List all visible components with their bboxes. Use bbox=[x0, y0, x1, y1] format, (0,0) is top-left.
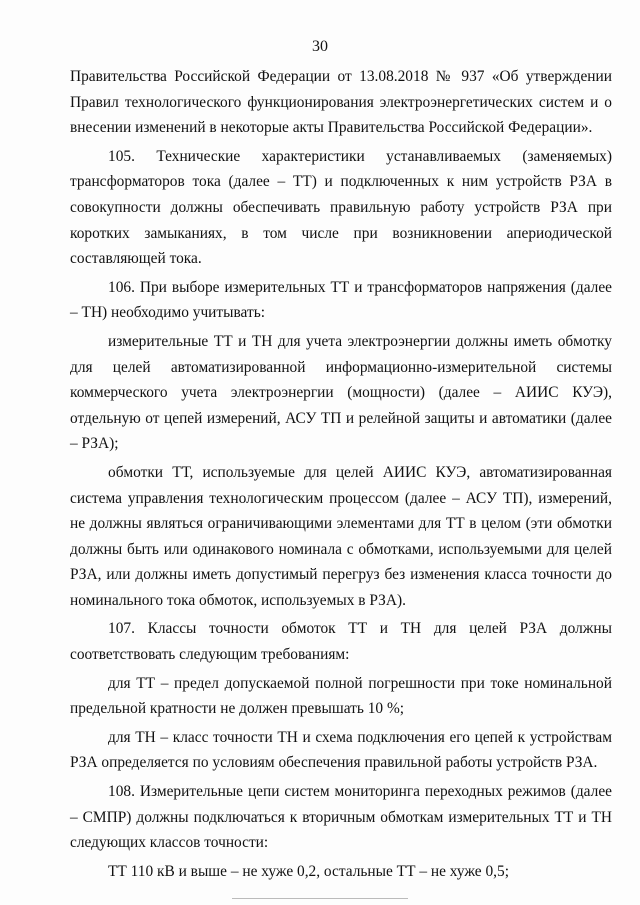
document-body bbox=[70, 64, 612, 884]
paragraph-106: 106. При выборе измерительных ТТ и трансформаторов напряжения (далее – ТН) необходимо учитывать: bbox=[70, 278, 612, 322]
bottom-divider bbox=[232, 898, 408, 899]
paragraph-107: 107. Классы точности обмоток ТТ и ТН для целей РЗА должны соответствовать следующим требованиям: bbox=[70, 620, 612, 664]
paragraph-106-item-1: измерительные ТТ и ТН для учета электроэнергии должны иметь обмотку для целей автоматизированной информационно-измерительной системы коммерческого учета электроэнергии (мощности) (далее – АИИС КУЭ), отдельную от цепей измерений, АСУ ТП и релейной защиты и автоматики (далее – РЗА); bbox=[70, 332, 612, 453]
page-number: 30 bbox=[312, 38, 328, 55]
paragraph-106-item-2: обмотки ТТ, используемые для целей АИИС КУЭ, автоматизированная система управления технологическим процессом (далее – АСУ ТП), измерений, не должны являться ограничивающими элементами для ТТ в целом (эти обмотки должны быть или одинакового номинала с обмотками, используемыми для целей РЗА, или должны иметь допустимый перегруз без изменения класса точности до номинального тока обмоток, используемых в РЗА). bbox=[70, 463, 612, 609]
paragraph-108-item-1: ТТ 110 кВ и выше – не хуже 0,2, остальные ТТ – не хуже 0,5; bbox=[108, 862, 510, 880]
paragraph-108: 108. Измерительные цепи систем мониторинга переходных режимов (далее – СМПР) должны подключаться к вторичным обмоткам измерительных ТТ и ТН следующих классов точности: bbox=[70, 783, 612, 852]
paragraph-continuation: Правительства Российской Федерации от 13.08.2018 № 937 «Об утверждении Правил технологического функционирования электроэнергетических систем и о внесении изменений в некоторые акты Правительства Российской Федерации». bbox=[70, 68, 612, 137]
paragraph-107-item-1: для ТТ – предел допускаемой полной погрешности при токе номинальной предельной кратности не должен превышать 10 %; bbox=[70, 674, 612, 718]
paragraph-105: 105. Технические характеристики устанавливаемых (заменяемых) трансформаторов тока (далее – ТТ) и подключенных к ним устройств РЗА в совокупности должны обеспечивать правильную работу устройств РЗА при коротких замыканиях, в том числе при возникновении апериодической составляющей тока. bbox=[70, 147, 612, 268]
paragraph-107-item-2: для ТН – класс точности ТН и схема подключения его цепей к устройствам РЗА определяется по условиям обеспечения правильной работы устройств РЗА. bbox=[70, 728, 612, 772]
